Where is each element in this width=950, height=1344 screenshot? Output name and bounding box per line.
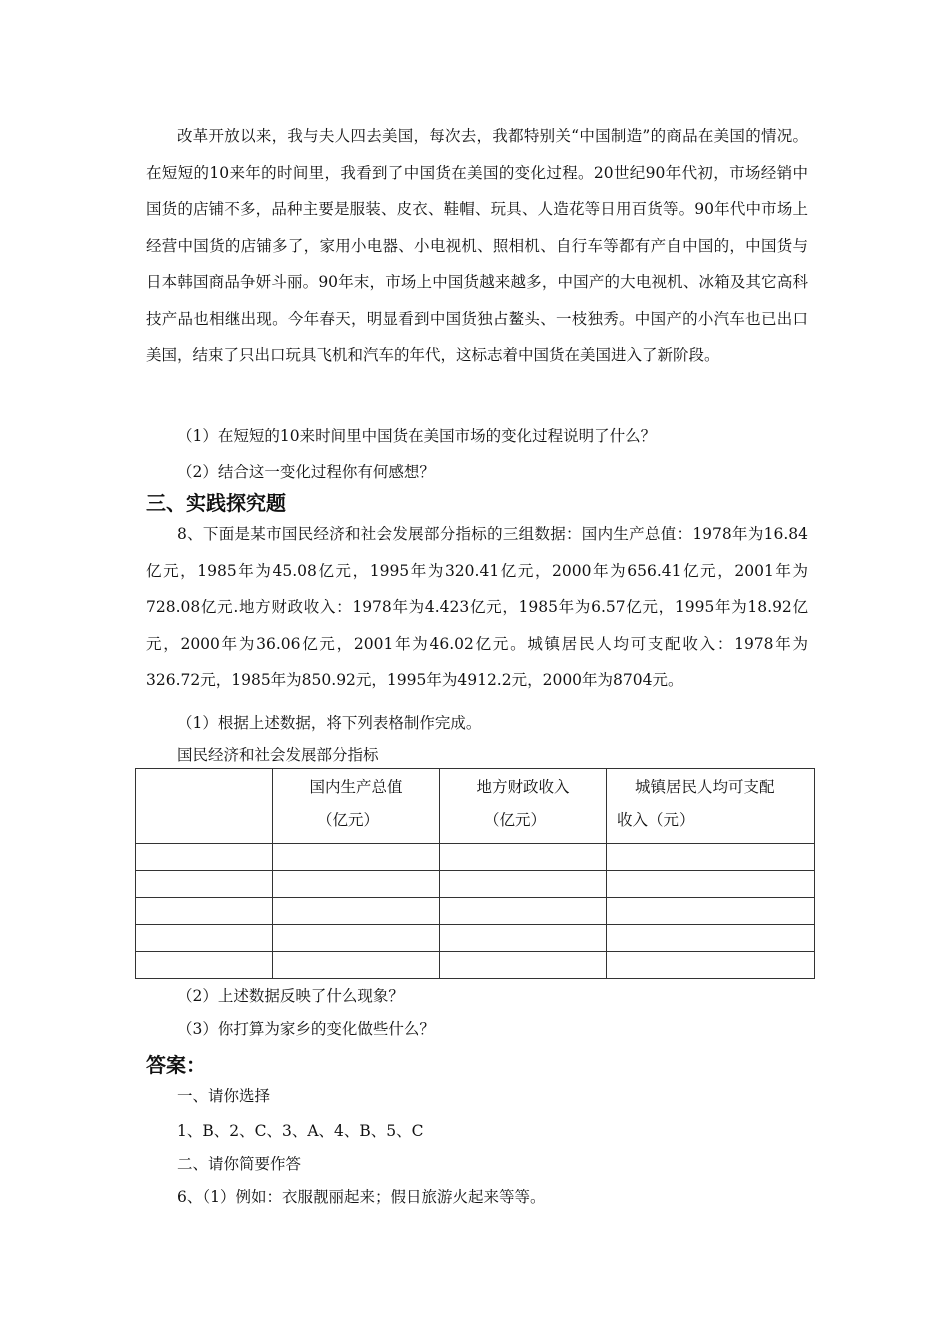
table-cell[interactable] [273, 898, 440, 925]
table-cell[interactable] [273, 844, 440, 871]
table-cell[interactable] [273, 952, 440, 979]
table-header-gdp [273, 769, 440, 844]
table-cell[interactable] [440, 871, 607, 898]
question-8-3: （3）你打算为家乡的变化做些什么？ [177, 1020, 435, 1038]
answer-section-2: 二、请你简要作答 [177, 1155, 302, 1173]
table-header-gdp-line1: 国内生产总值 [309, 778, 403, 796]
table-cell[interactable] [136, 844, 273, 871]
question-8-text: 8、下面是某市国民经济和社会发展部分指标的三组数据：国内生产总值：1978年为16.84亿元，1985年为45.08亿元，1995年为320.41亿元，2000年为656.41亿元，2001年为728.08亿元.地方财政收入：1978年为4.423亿元，1985年为6.57亿元，1995年为18.92亿元，2000年为36.06亿元，2001年为46.02亿元。城镇居民人均可支配收入：1978年为326.72元，1985年为850.92元，1995年为4912.2元，2000年为8704元。 [146, 525, 808, 689]
table-row [136, 898, 815, 925]
table-cell[interactable] [607, 871, 815, 898]
answers-heading: 答案： [146, 1053, 206, 1077]
table-cell[interactable] [273, 925, 440, 952]
answer-question-6: 6、（1）例如：衣服靓丽起来；假日旅游火起来等等。 [177, 1188, 546, 1206]
table-row [136, 871, 815, 898]
table-title: 国民经济和社会发展部分指标 [177, 746, 379, 764]
table-header-fiscal-line1: 地方财政收入 [476, 778, 570, 796]
table-cell[interactable] [136, 925, 273, 952]
table-header-income-line2: 收入（元） [617, 811, 695, 829]
answer-section-1-body: 1、B、2、C、3、A、4、B、5、C [177, 1122, 424, 1140]
table-cell[interactable] [136, 898, 273, 925]
table-header-fiscal [440, 769, 607, 844]
table-row [136, 844, 815, 871]
question-7-2: （2）结合这一变化过程你有何感想？ [177, 463, 435, 481]
table-cell[interactable] [440, 925, 607, 952]
table-cell[interactable] [607, 952, 815, 979]
reading-passage: 改革开放以来，我与夫人四去美国，每次去，我都特别关“中国制造”的商品在美国的情况。在短短的10来年的时间里，我看到了中国货在美国的变化过程。20世纪90年代初，市场经销中国货的店铺不多，品种主要是服装、皮衣、鞋帽、玩具、人造花等日用百货等。90年代中市场上经营中国货的店铺多了，家用小电器、小电视机、照相机、自行车等都有产自中国的，中国货与日本韩国商品争妍斗丽。90年末，市场上中国货越来越多，中国产的大电视机、冰箱及其它高科技产品也相继出现。今年春天，明显看到中国货独占鳌头、一枝独秀。中国产的小汽车也已出口美国，结束了只出口玩具飞机和汽车的年代，这标志着中国货在美国进入了新阶段。 [146, 127, 808, 364]
table-row [136, 925, 815, 952]
question-7-1: （1）在短短的10来时间里中国货在美国市场的变化过程说明了什么？ [177, 427, 657, 445]
table-cell[interactable] [440, 844, 607, 871]
question-8-1: （1）根据上述数据，将下列表格制作完成。 [177, 714, 482, 732]
table-cell[interactable] [607, 898, 815, 925]
question-8-2: （2）上述数据反映了什么现象？ [177, 987, 404, 1005]
table-cell[interactable] [273, 871, 440, 898]
table-header-blank [136, 769, 273, 844]
table-cell[interactable] [607, 925, 815, 952]
answer-section-1: 一、请你选择 [177, 1087, 271, 1105]
table-cell[interactable] [607, 844, 815, 871]
table-header-gdp-line2: （亿元） [317, 811, 380, 829]
table-cell[interactable] [136, 871, 273, 898]
table-header-fiscal-line2: （亿元） [484, 811, 547, 829]
table-header-income [607, 769, 815, 844]
section-heading-practice: 三、实践探究题 [146, 491, 286, 515]
table-header-income-line1: 城镇居民人均可支配 [635, 778, 775, 796]
table-row [136, 952, 815, 979]
table-cell[interactable] [440, 952, 607, 979]
table-header-row [136, 769, 815, 844]
table-cell[interactable] [136, 952, 273, 979]
table-cell[interactable] [440, 898, 607, 925]
indicator-table [135, 768, 815, 979]
